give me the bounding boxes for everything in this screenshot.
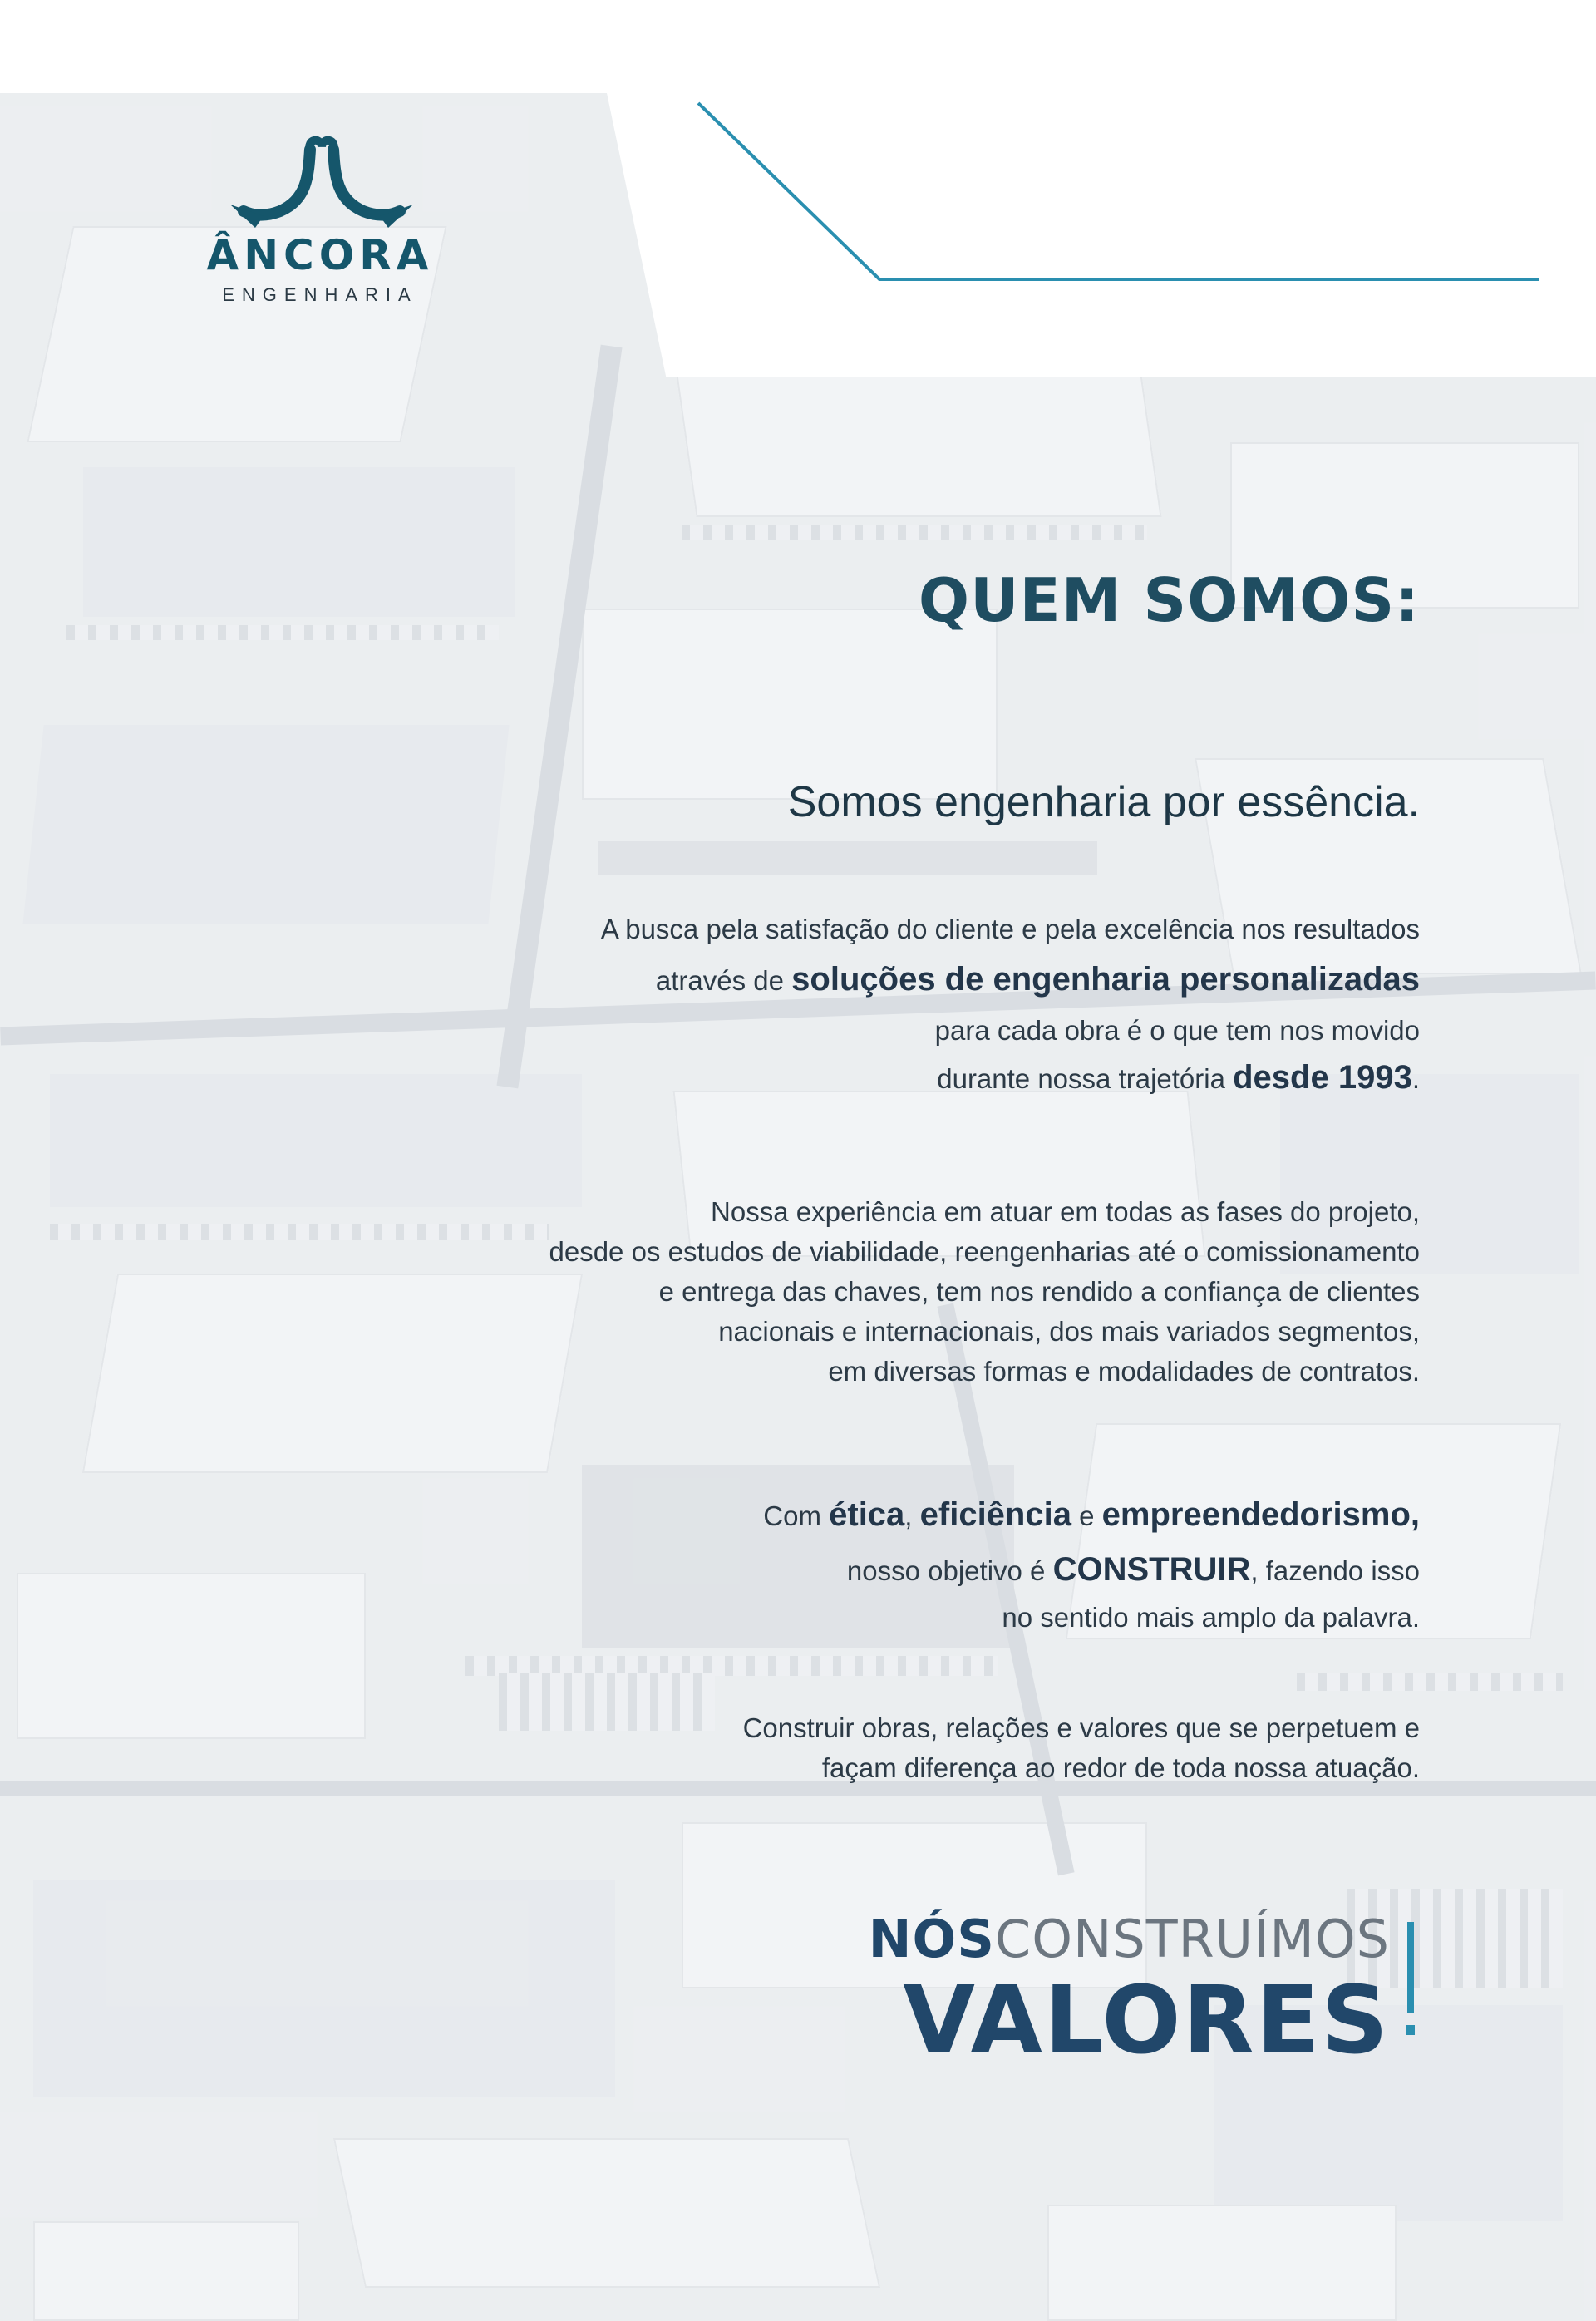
company-logo xyxy=(200,93,441,342)
highlight-text: eficiência xyxy=(919,1496,1071,1533)
paragraph-line: A busca pela satisfação do cliente e pela excelência nos resultados xyxy=(600,914,1420,944)
slogan-line-2: VALORES xyxy=(903,1967,1390,2075)
paragraph-line: através de soluções de engenharia personalizadas xyxy=(655,961,1420,998)
paragraph-closing xyxy=(743,1708,1420,1788)
paragraph-line: em diversas formas e modalidades de contratos. xyxy=(828,1356,1420,1387)
paragraph-line: durante nossa trajetória desde 1993. xyxy=(937,1059,1420,1096)
paragraph-line: nacionais e internacionais, dos mais variados segmentos, xyxy=(718,1316,1420,1347)
top-white-band xyxy=(0,0,1596,93)
exclamation-mark-icon xyxy=(1405,1922,1416,2038)
paragraph-line: Construir obras, relações e valores que se perpetuem e xyxy=(742,1712,1420,1743)
highlight-text: soluções de engenharia personalizadas xyxy=(791,961,1420,998)
paragraph-values xyxy=(763,1488,1420,1638)
paragraph-line: e entrega das chaves, tem nos rendido a confiança de clientes xyxy=(658,1276,1420,1307)
paragraph-line: Nossa experiência em atuar em todas as fases do projeto, xyxy=(711,1196,1420,1227)
slogan-line-1 xyxy=(868,1909,1390,1969)
paragraph-line: façam diferença ao redor de toda nossa atuação. xyxy=(821,1752,1420,1783)
slogan-word: CONSTRUÍMOS xyxy=(994,1909,1390,1969)
paragraph-experience xyxy=(549,1192,1420,1392)
paragraph-line: nosso objetivo é CONSTRUIR, fazendo isso xyxy=(846,1551,1420,1588)
paragraph-line: desde os estudos de viabilidade, reengenharias até o comissionamento xyxy=(549,1236,1420,1267)
logo-wordmark: ÂNCORA xyxy=(206,231,434,279)
paragraph-line: Com ética, eficiência e empreendedorismo, xyxy=(763,1496,1420,1533)
slogan-word: NÓS xyxy=(868,1909,995,1969)
highlight-text: CONSTRUIR xyxy=(1052,1551,1251,1588)
highlight-text: empreendedorismo, xyxy=(1101,1496,1420,1533)
page-title: QUEM SOMOS: xyxy=(918,565,1420,635)
anchor-icon xyxy=(222,135,421,234)
lead-statement: Somos engenharia por essência. xyxy=(787,778,1420,826)
top-right-white-panel xyxy=(607,93,1596,377)
highlight-text: desde 1993 xyxy=(1233,1059,1412,1096)
paragraph-line: para cada obra é o que tem nos movido xyxy=(934,1015,1420,1046)
paragraph-line: no sentido mais amplo da palavra. xyxy=(1002,1602,1420,1633)
highlight-text: ética xyxy=(829,1496,905,1533)
logo-tagline: ENGENHARIA xyxy=(222,284,418,305)
paragraph-mission xyxy=(601,909,1420,1106)
